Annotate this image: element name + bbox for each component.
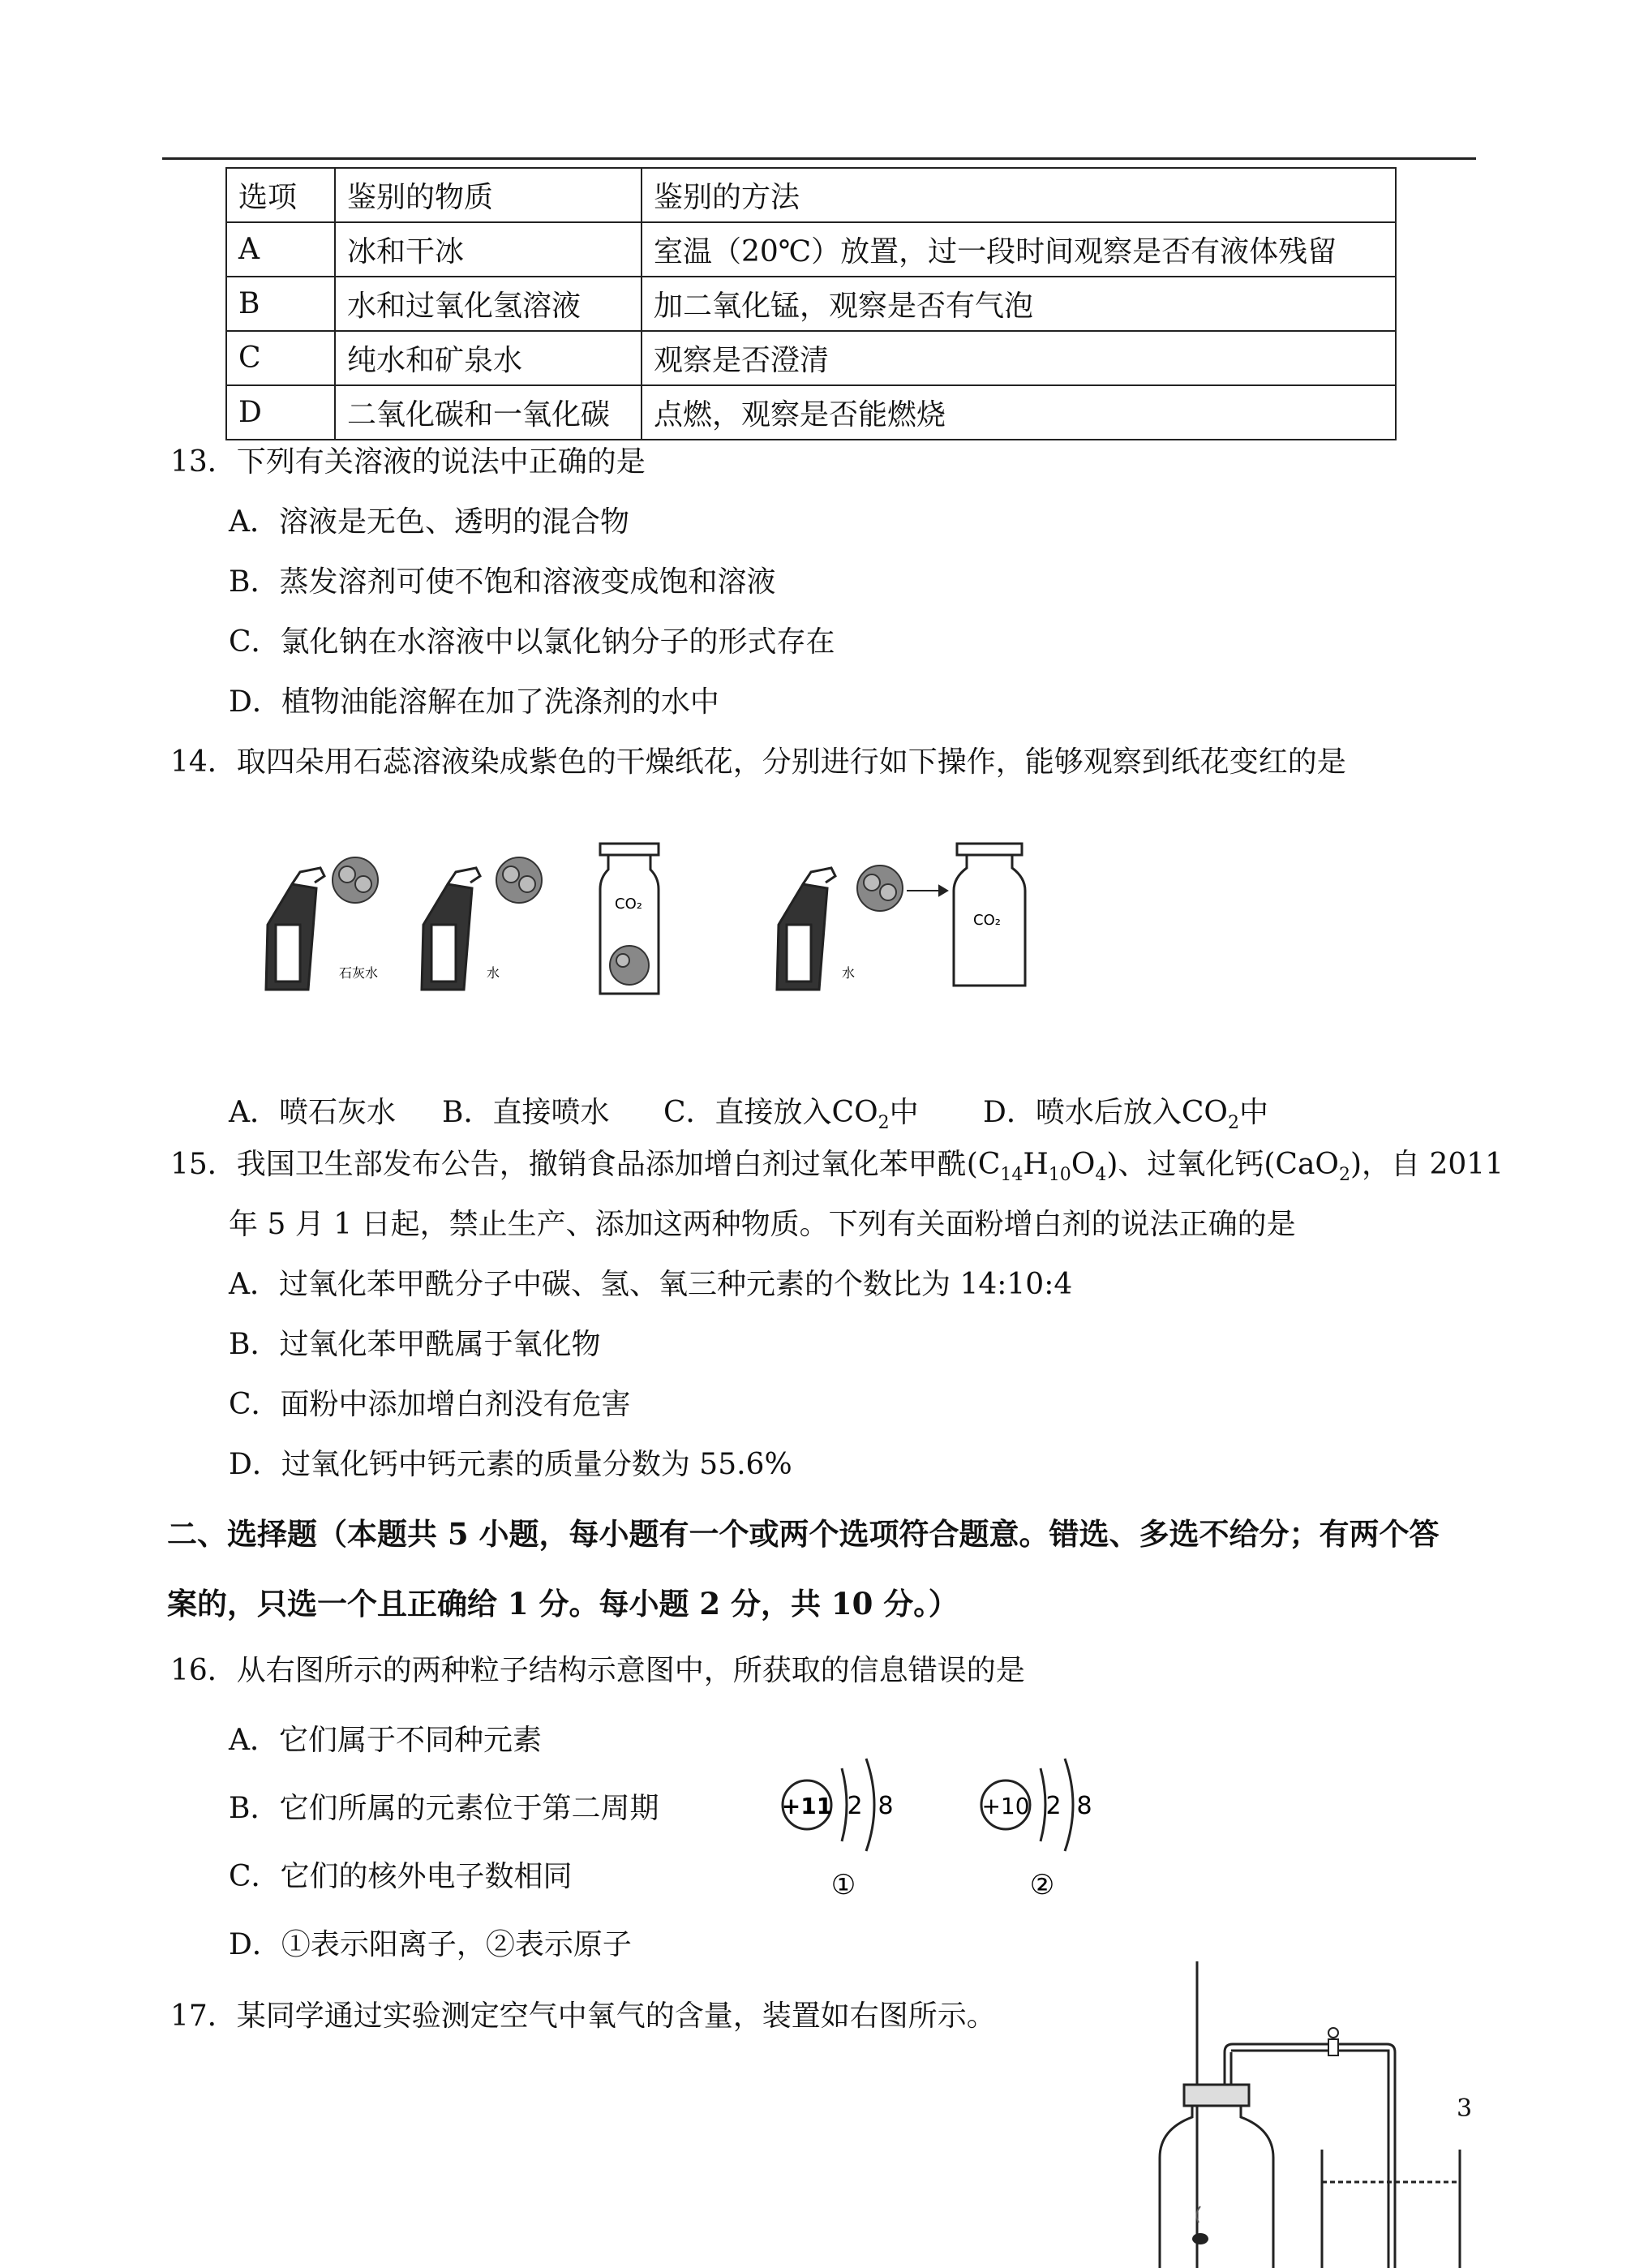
q16-stem: 16．从右图所示的两种粒子结构示意图中，所获取的信息错误的是 [170, 1654, 1025, 1687]
q16-option-c: C．它们的核外电子数相同 [229, 1860, 573, 1893]
beaker-icon [1322, 2150, 1460, 2268]
header-rule [162, 157, 1476, 160]
q14-option-d-suffix: 中 [1238, 1096, 1268, 1129]
table-cell: 冰和干冰 [335, 222, 642, 277]
candle-icon [1192, 2206, 1208, 2244]
flower-icon [857, 866, 903, 911]
subscript: 2 [1338, 1165, 1350, 1185]
identification-table [225, 167, 1397, 440]
table-cell: 二氧化碳和一氧化碳 [335, 385, 642, 440]
q15-option-c: C．面粉中添加增白剂没有危害 [229, 1388, 631, 1421]
q14-option-b: B．直接喷水 [442, 1096, 610, 1129]
section2-heading-line1: 二、选择题（本题共 5 小题，每小题有一个或两个选项符合题意。错选、多选不给分；有两个答 [167, 1516, 1440, 1552]
table-cell: 纯水和矿泉水 [335, 331, 642, 385]
jar1-label: CO₂ [615, 896, 642, 913]
table-header-row [226, 168, 1396, 222]
q17-stem: 17．某同学通过实验测定空气中氧气的含量，装置如右图所示。 [170, 2000, 996, 2033]
particle2-shell1: 2 [1045, 1792, 1062, 1820]
q16-option-b: B．它们所属的元素位于第二周期 [229, 1792, 659, 1825]
table-header-cell: 鉴别的方法 [642, 168, 1396, 222]
q16-option-a: A．它们属于不同种元素 [229, 1724, 542, 1757]
connecting-tube [1225, 2044, 1395, 2268]
subscript: 10 [1048, 1165, 1071, 1185]
q15-text: H [1023, 1148, 1049, 1181]
flower-icon [610, 946, 649, 985]
q16-option-d: D．①表示阳离子，②表示原子 [229, 1928, 632, 1961]
q14-stem: 14．取四朵用石蕊溶液染成紫色的干燥纸花，分别进行如下操作，能够观察到纸花变红的是 [170, 745, 1346, 779]
flower-icon [496, 857, 542, 903]
q15-stem-line1 [170, 1147, 1504, 1183]
table-cell: A [226, 222, 335, 277]
table-row [226, 385, 1396, 440]
particle-structure-diagram [770, 1744, 1111, 1906]
sprayer1-label: 石灰水 [339, 965, 379, 981]
particle2-shell2: 8 [1076, 1792, 1092, 1820]
nucleus2-charge: +10 [981, 1793, 1030, 1819]
q14-option-c [663, 1095, 919, 1131]
sprayer-icon [777, 868, 835, 990]
q15-text: 15．我国卫生部发布公告，撤销食品添加增白剂过氧化苯甲酰(C [170, 1148, 1001, 1181]
q14-figure [243, 827, 1071, 1006]
q13-option-b: B．蒸发溶剂可使不饱和溶液变成饱和溶液 [229, 565, 776, 599]
particle2-label: ② [1029, 1869, 1055, 1901]
table-cell: 水和过氧化氢溶液 [335, 277, 642, 331]
q15-option-d: D．过氧化钙中钙元素的质量分数为 55.6% [229, 1448, 792, 1481]
q13-option-c: C．氯化钠在水溶液中以氯化钠分子的形式存在 [229, 625, 835, 659]
q15-option-a: A．过氧化苯甲酰分子中碳、氢、氧三种元素的个数比为 14:10:4 [229, 1268, 1073, 1301]
subscript: 14 [1000, 1165, 1023, 1185]
nucleus-icon [782, 1780, 832, 1829]
sprayer-icon [422, 868, 480, 990]
q13-stem: 13．下列有关溶液的说法中正确的是 [170, 445, 646, 479]
table-row [226, 277, 1396, 331]
particle1-shell2: 8 [878, 1792, 894, 1820]
table-row [226, 222, 1396, 277]
q15-text: )，自 2011 [1350, 1148, 1504, 1181]
sprayer-icon [266, 868, 324, 990]
subscript: 2 [1227, 1113, 1239, 1133]
table-cell: 加二氧化锰，观察是否有气泡 [642, 277, 1396, 331]
table-cell: 点燃，观察是否能燃烧 [642, 385, 1396, 440]
q14-option-c-text: C．直接放入CO [663, 1096, 878, 1129]
particle1-label: ① [830, 1869, 856, 1901]
subscript: 2 [878, 1113, 890, 1133]
clamp-icon [1328, 2028, 1338, 2055]
oxygen-apparatus-diagram [1135, 1955, 1484, 2268]
q14-option-a: A．喷石灰水 [229, 1096, 396, 1129]
q15-text: O [1071, 1148, 1096, 1181]
q14-option-d [983, 1095, 1268, 1131]
table-header-cell: 鉴别的物质 [335, 168, 642, 222]
q14-option-d-text: D．喷水后放入CO [983, 1096, 1228, 1129]
table-cell: C [226, 331, 335, 385]
table-cell: D [226, 385, 335, 440]
sprayer2-label: 水 [487, 965, 500, 981]
jar2-label: CO₂ [973, 912, 1001, 929]
page-number: 3 [1457, 2094, 1473, 2123]
bottle-icon [1160, 2085, 1273, 2268]
nucleus-icon [981, 1780, 1030, 1829]
q13-option-a: A．溶液是无色、透明的混合物 [229, 505, 629, 539]
arrow-icon [907, 886, 947, 896]
q15-text: )、过氧化钙(CaO [1106, 1148, 1339, 1181]
table-cell: 室温（20℃）放置，过一段时间观察是否有液体残留 [642, 222, 1396, 277]
table-row [226, 331, 1396, 385]
particle1-shell1: 2 [847, 1792, 863, 1820]
section2-heading-line2: 案的，只选一个且正确给 1 分。每小题 2 分，共 10 分。） [167, 1586, 959, 1622]
flower-icon [333, 857, 378, 903]
table-cell: 观察是否澄清 [642, 331, 1396, 385]
sprayer3-label: 水 [842, 965, 856, 981]
table-header-cell: 选项 [226, 168, 335, 222]
subscript: 4 [1095, 1165, 1107, 1185]
q15-stem-line2: 年 5 月 1 日起，禁止生产、添加这两种物质。下列有关面粉增白剂的说法正确的是 [229, 1208, 1296, 1241]
q15-option-b: B．过氧化苯甲酰属于氧化物 [229, 1328, 601, 1361]
q13-option-d: D．植物油能溶解在加了洗涤剂的水中 [229, 685, 719, 719]
nucleus1-charge: +11 [781, 1793, 833, 1819]
q14-option-c-suffix: 中 [889, 1096, 919, 1129]
table-cell: B [226, 277, 335, 331]
